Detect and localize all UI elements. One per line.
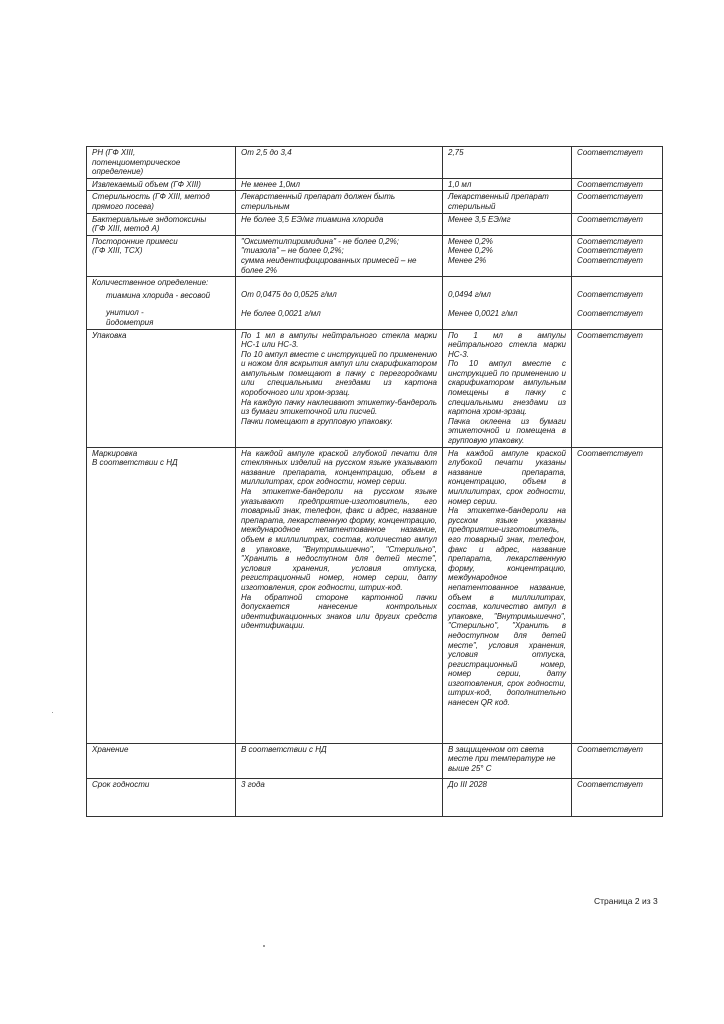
result-cell: На каждой ампуле краской глубокой печати указаны название препарата, концентрацию, объем в миллилитрах, срок годности, номер серии. На этикетке-бандероли на русском языке указаны предприятие-изготовитель, его товарный знак, телефон, факс и адрес, название препарата, лекарственную форму, концентрацию, международное непатентованное название, объем в миллилитрах, состав, количество ампул в упаковке, "Внутримышечно", "Стерильно", "Хранить в недоступном для детей месте", условия хранения, условия отпуска, регистрационный номер, номер серии, дату изготовления, срок годности, штрих-код, дополнительно нанесен QR код. (443, 447, 572, 743)
result-cell: 1,0 мл (443, 178, 572, 191)
norm-cell: От 2,5 до 3,4 (236, 147, 443, 179)
param-cell: PH (ГФ XIII, потенциометрическое определение) (87, 147, 236, 179)
result-cell: В защищенном от света месте при температуре не выше 25° С (443, 743, 572, 778)
norm-cell: Не менее 1,0мл (236, 178, 443, 191)
norm-cell: В соответствии с НД (236, 743, 443, 778)
result-cell: По 1 мл в ампулы нейтрального стекла марки НС-3. По 10 ампул вместе с инструкцией по применению и скарификатором ампульным помещены в пачку с специальными гнездами из картона хром-эрзац. Пачка оклеена из бумаги этикеточной и помещена в групповую упаковку. (443, 329, 572, 447)
param-cell: Стерильность (ГФ XIII, метод прямого посева) (87, 191, 236, 213)
table-row (87, 191, 663, 213)
param-cell: Извлекаемый объем (ГФ XIII) (87, 178, 236, 191)
table-row (87, 213, 663, 235)
scan-speck (263, 945, 265, 947)
result-cell: Менее 0,2% Менее 0,2% Менее 2% (443, 235, 572, 276)
param-cell: Посторонние примеси (ГФ XIII, ТСХ) (87, 235, 236, 276)
param-cell: Хранение (87, 743, 236, 778)
conclusion-cell: Соответствует Соответствует Соответствует (572, 235, 663, 276)
result-cell: Лекарственный препарат стерильный (443, 191, 572, 213)
conclusion-cell: Соответствует (572, 447, 663, 743)
conclusion-cell: Соответствует (572, 191, 663, 213)
norm-cell: По 1 мл в ампулы нейтрального стекла марки НС-1 или НС-3. По 10 ампул вместе с инструкцией по применению и ножом для вскрытия ампул или скарификатором ампульным помещают в пачку с перегородками или специальными гнездами из картона коробочного или хром-эрзац. На каждую пачку наклеивают этикетку-бандероль из бумаги этикеточной или писчей. Пачки помещают в групповую упаковку. (236, 329, 443, 447)
norm-cell: На каждой ампуле краской глубокой печати для стеклянных изделий на русском языке указывают название препарата, концентрацию, объем в миллилитрах, срок годности, номер серии. На этикетке-бандероли на русском языке указывают предприятие-изготовитель, его товарный знак, телефон, факс и адрес, название препарата, лекарственную форму, концентрацию, международное непатентованное название, объем в миллилитрах, состав, количество ампул в упаковке, "Внутримышечно", "Стерильно", "Хранить в недоступном для детей месте", условия хранения, условия отпуска, регистрационный номер, номер серии, дату изготовления, срок годности, штрих-код. На обратной стороне картонной пачки допускается нанесение контрольных идентификационных знаков или других средств идентификации. (236, 447, 443, 743)
param-cell: Срок годности (87, 778, 236, 816)
param-cell: Количественное определение: тиамина хлорида - весовой унитиол - йодометрия (87, 277, 236, 329)
table-row (87, 178, 663, 191)
norm-cell: От 0,0475 до 0,0525 г/мл Не более 0,0021 г/мл (236, 277, 443, 329)
conclusion-cell: Соответствует (572, 147, 663, 179)
table-row (87, 447, 663, 743)
table-row (87, 147, 663, 179)
page-number: Страница 2 из 3 (594, 896, 658, 906)
result-cell: Менее 3,5 ЕЭ/мг (443, 213, 572, 235)
param-cell: Бактериальные эндотоксины (ГФ XIII, метод А) (87, 213, 236, 235)
norm-cell: 3 года (236, 778, 443, 816)
table-row (87, 743, 663, 778)
conclusion-cell: Соответствует Соответствует (572, 277, 663, 329)
table-row (87, 329, 663, 447)
param-cell: Маркировка В соответствии с НД (87, 447, 236, 743)
table-row (87, 235, 663, 276)
param-cell: Упаковка (87, 329, 236, 447)
result-cell: 2,75 (443, 147, 572, 179)
conclusion-cell: Соответствует (572, 213, 663, 235)
norm-cell: "Оксиметилпиримидина" - не более 0,2%; "тиазола" – не более 0,2%; сумма неидентифицированных примесей – не более 2% (236, 235, 443, 276)
conclusion-cell: Соответствует (572, 778, 663, 816)
conclusion-cell: Соответствует (572, 178, 663, 191)
conclusion-cell: Соответствует (572, 743, 663, 778)
conclusion-cell: Соответствует (572, 329, 663, 447)
result-cell: До III 2028 (443, 778, 572, 816)
norm-cell: Лекарственный препарат должен быть стерильным (236, 191, 443, 213)
scan-speck (52, 712, 53, 713)
table-row (87, 277, 663, 329)
table-row (87, 778, 663, 816)
norm-cell: Не более 3,5 ЕЭ/мг тиамина хлорида (236, 213, 443, 235)
specification-table (86, 146, 663, 817)
result-cell: 0,0494 г/мл Менее 0,0021 г/мл (443, 277, 572, 329)
